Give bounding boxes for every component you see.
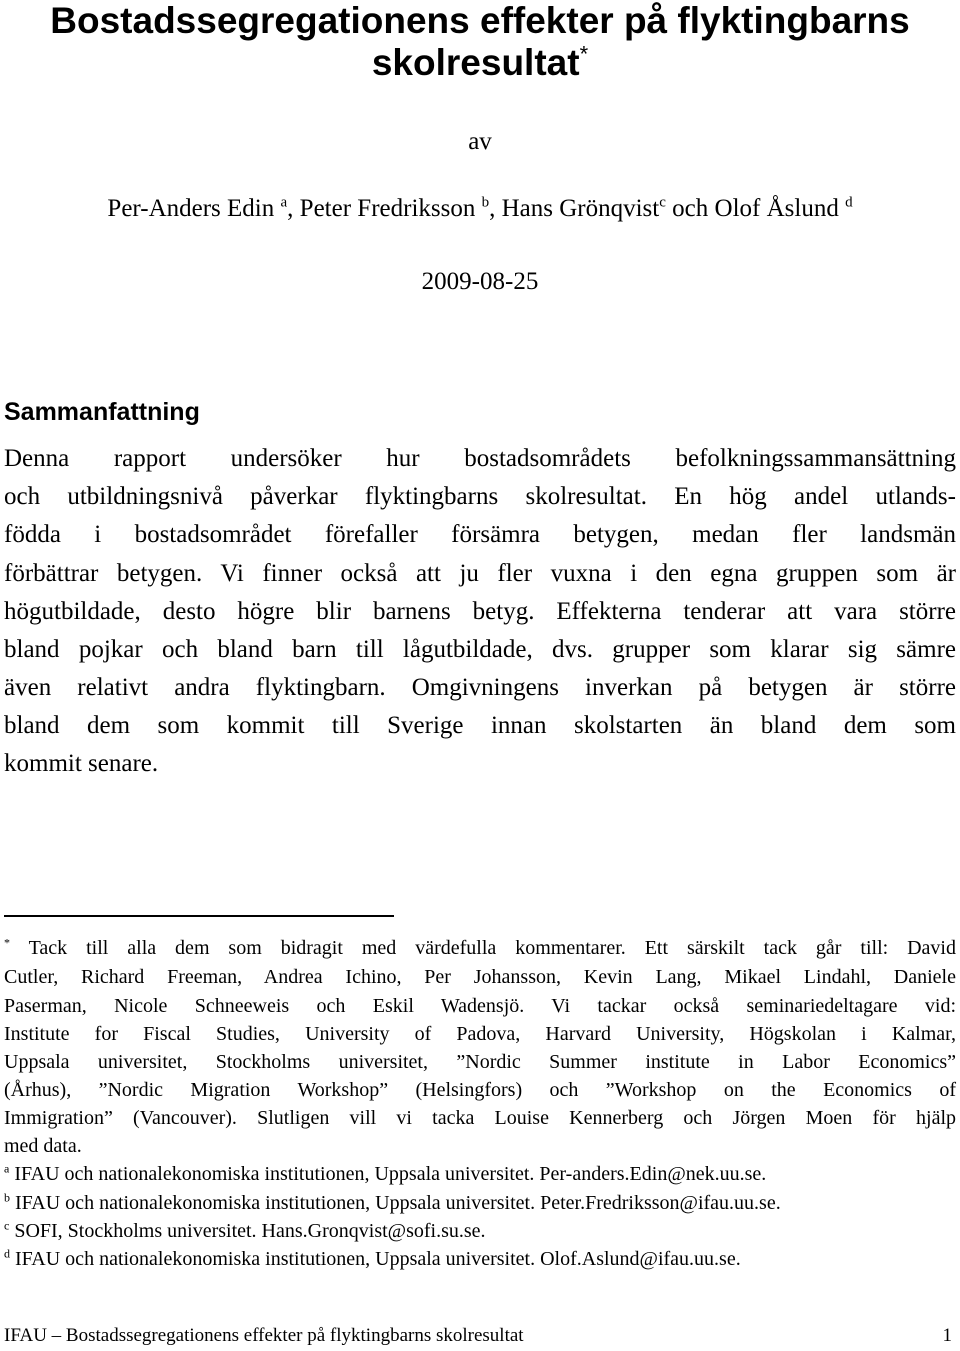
- author-name: Hans Grönqvist: [501, 195, 660, 222]
- author-name: Peter Fredriksson: [299, 195, 476, 222]
- affiliation-marker: a: [4, 1161, 10, 1176]
- abstract-line: födda i bostadsområdet förefaller försämra betygen, medan fler landsmän: [4, 521, 956, 548]
- author-list: [0, 195, 960, 223]
- author-affiliation-marker: c: [659, 194, 666, 211]
- footnote-separator: [4, 915, 394, 917]
- abstract-line: bland dem som kommit till Sverige innan skolstarten än bland dem som: [4, 712, 956, 739]
- title-line-1: [0, 0, 960, 42]
- footnote-line: (Århus), ”Nordic Migration Workshop” (Helsingfors) och ”Workshop on the Economics of: [4, 1079, 956, 1101]
- author-name: Olof Åslund: [714, 195, 839, 222]
- author-separator: ,: [287, 195, 300, 222]
- abstract-line: högutbildade, desto högre blir barnens betyg. Effekterna tenderar att vara större: [4, 598, 956, 625]
- abstract-line: och utbildningsnivå påverkar flyktingbarns skolresultat. En hög andel utlands-: [4, 483, 956, 510]
- affiliation-text: IFAU och nationalekonomiska institutionen, Uppsala universitet. Per-anders.Edin@nek.uu.se.: [14, 1163, 767, 1185]
- publication-date: 2009-08-25: [421, 268, 539, 295]
- author-name: Per-Anders Edin: [107, 195, 275, 222]
- affiliation-line: [4, 1247, 956, 1271]
- affiliation-line: [4, 1191, 956, 1215]
- footnote-line: [4, 936, 956, 960]
- abstract-line: förbättrar betygen. Vi finner också att ju fler vuxna i den egna gruppen som är: [4, 560, 956, 587]
- affiliation-text: IFAU och nationalekonomiska institutionen, Uppsala universitet. Peter.Fredriksson@ifau.uu.se.: [15, 1192, 781, 1214]
- abstract-line: kommit senare.: [4, 750, 159, 777]
- author-affiliation-marker: a: [280, 194, 288, 211]
- author-affiliation-marker: b: [481, 194, 490, 211]
- affiliation-marker: d: [4, 1246, 10, 1261]
- affiliation-text: IFAU och nationalekonomiska institutionen, Uppsala universitet. Olof.Aslund@ifau.uu.se.: [15, 1248, 741, 1270]
- footnote-line: Cutler, Richard Freeman, Andrea Ichino, Per Johansson, Kevin Lang, Mikael Lindahl, Daniele: [4, 966, 956, 988]
- footnote-text: Tack till alla dem som bidragit med värdefulla kommentarer. Ett särskilt tack går till: David: [28, 937, 956, 959]
- running-footer-title: IFAU – Bostadssegregationens effekter på flyktingbarns skolresultat: [4, 1325, 524, 1346]
- footnote-line: Uppsala universitet, Stockholms universitet, ”Nordic Summer institute in Labor Economics”: [4, 1051, 956, 1073]
- byline: av: [468, 128, 492, 155]
- author-separator: ,: [489, 195, 502, 222]
- author-affiliation-marker: d: [845, 194, 853, 211]
- affiliation-marker: c: [4, 1218, 10, 1233]
- footnote-line: Paserman, Nicole Schneeweis och Eskil Wadensjö. Vi tackar också seminariedeltagare vid:: [4, 995, 956, 1017]
- abstract-line: även relativt andra flyktingbarn. Omgivningens inverkan på betygen är större: [4, 674, 956, 701]
- footnote-star-marker: *: [4, 935, 10, 950]
- affiliation-line: [4, 1162, 956, 1186]
- abstract-line: Denna rapport undersöker hur bostadsområdets befolkningssammansättning: [4, 445, 956, 472]
- footnote-line: Institute for Fiscal Studies, University of Padova, Harvard University, Högskolan i Kalmar,: [4, 1023, 956, 1045]
- title-text-2: skolresultat: [371, 42, 580, 83]
- title-text-1: Bostadssegregationens effekter på flyktingbarns: [50, 0, 910, 41]
- affiliation-marker: b: [4, 1190, 10, 1205]
- page-number: 1: [942, 1325, 952, 1346]
- title-footnote-marker: *: [579, 41, 589, 67]
- footnote-line: Immigration” (Vancouver). Slutligen vill vi tacka Louise Kennerberg och Jörgen Moen för hjälp: [4, 1107, 956, 1129]
- abstract-heading: Sammanfattning: [4, 398, 200, 426]
- footnote-line: med data.: [4, 1135, 82, 1157]
- affiliation-line: [4, 1219, 956, 1243]
- author-separator: och: [665, 195, 715, 222]
- affiliation-text: SOFI, Stockholms universitet. Hans.Gronqvist@sofi.su.se.: [14, 1220, 486, 1242]
- abstract-line: bland pojkar och bland barn till lågutbildade, dvs. grupper som klarar sig sämre: [4, 636, 956, 663]
- title-line-2: [0, 42, 960, 84]
